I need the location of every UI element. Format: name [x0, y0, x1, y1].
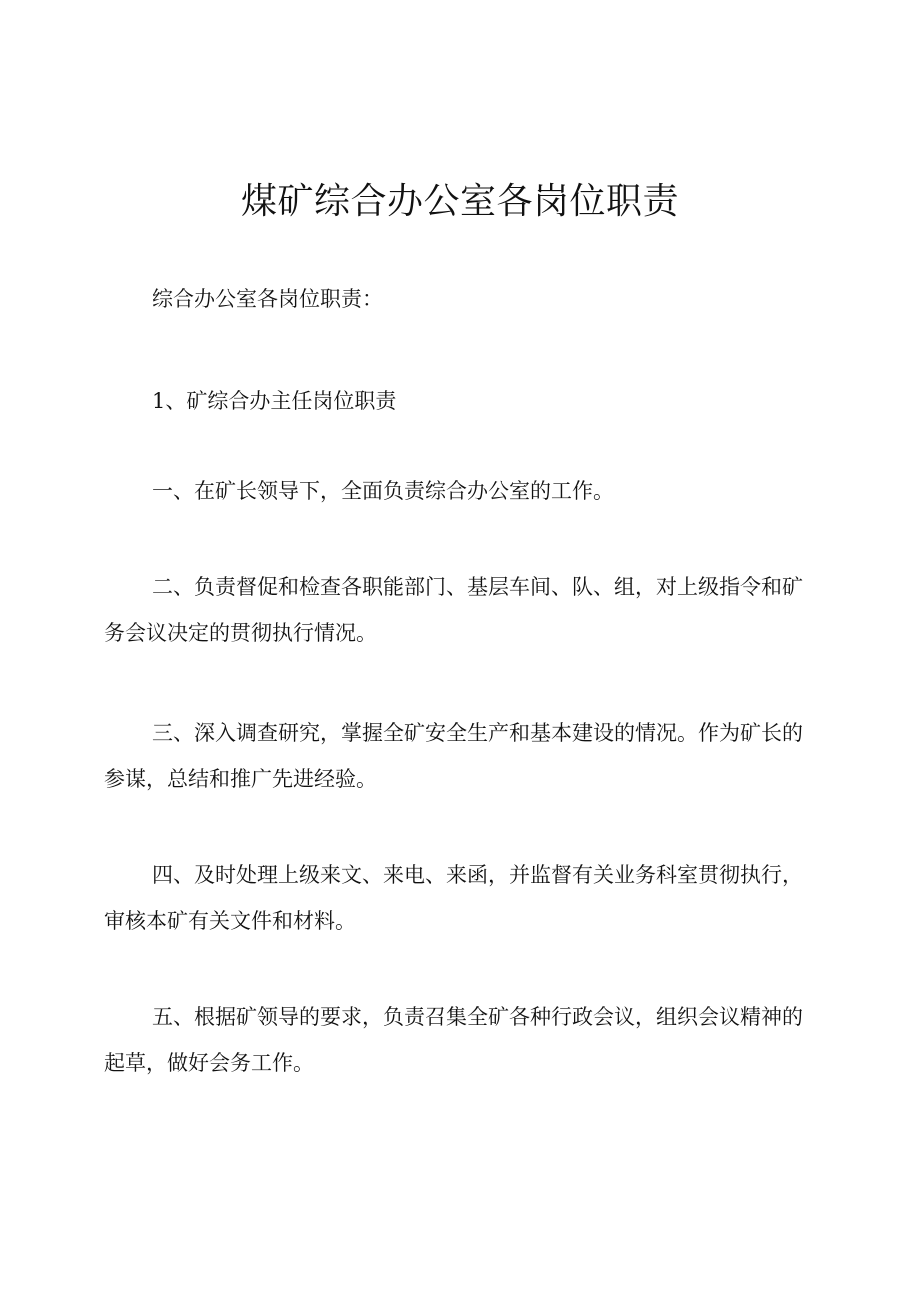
duty-item-2: 二、负责督促和检查各职能部门、基层车间、队、组，对上级指令和矿务会议决定的贯彻执行情况。	[104, 575, 803, 645]
section-heading: 1、矿综合办主任岗位职责	[152, 389, 397, 413]
duty-item-4: 四、及时处理上级来文、来电、来函，并监督有关业务科室贯彻执行，审核本矿有关文件和材料。	[104, 863, 803, 933]
duty-item-3: 三、深入调查研究，掌握全矿安全生产和基本建设的情况。作为矿长的参谋，总结和推广先进经验。	[104, 721, 803, 791]
section-intro: 综合办公室各岗位职责：	[152, 287, 383, 311]
duty-item-1: 一、在矿长领导下，全面负责综合办公室的工作。	[152, 479, 614, 503]
duty-item-5: 五、根据矿领导的要求，负责召集全矿各种行政会议，组织会议精神的起草，做好会务工作。	[104, 1005, 803, 1075]
document-title: 煤矿综合办公室各岗位职责	[240, 181, 679, 222]
